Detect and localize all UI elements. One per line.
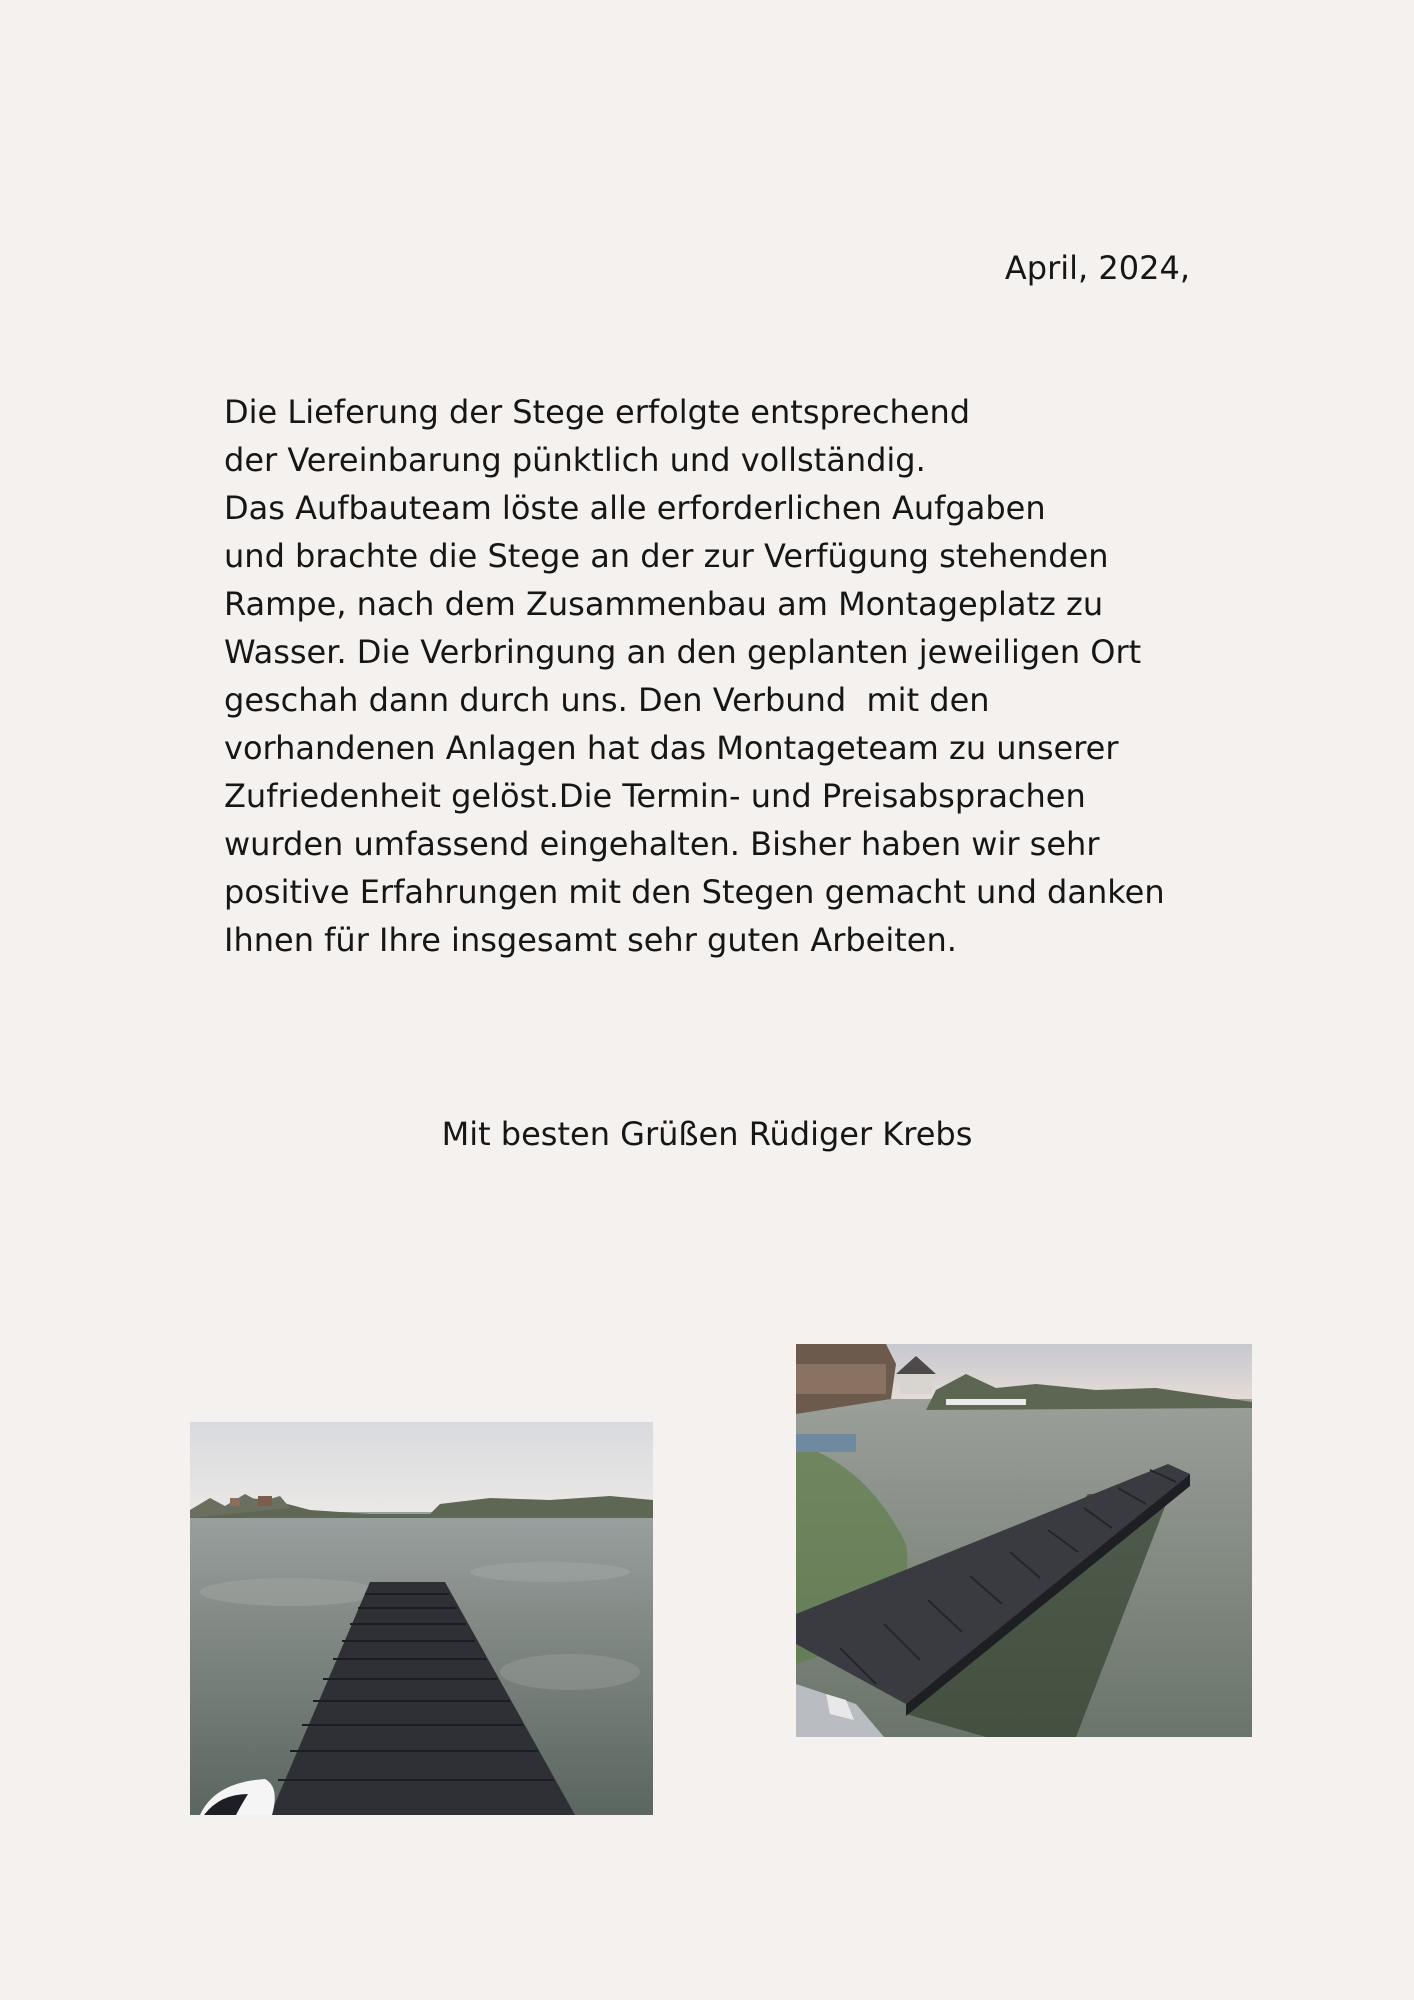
body-line: vorhandenen Anlagen hat das Montageteam zu unserer [224,729,1119,767]
body-line: wurden umfassend eingehalten. Bisher haben wir sehr [224,825,1100,863]
body-line: Zufriedenheit gelöst.Die Termin- und Preisabsprachen [224,777,1086,815]
body-line: und brachte die Stege an der zur Verfügung stehenden [224,537,1109,575]
letter-body [224,388,1244,964]
body-line: positive Erfahrungen mit den Stegen gemacht und danken [224,873,1165,911]
body-line: der Vereinbarung pünktlich und vollständig. [224,441,926,479]
body-line: Das Aufbauteam löste alle erforderlichen Aufgaben [224,489,1046,527]
body-line: geschah dann durch uns. Den Verbund mit den [224,681,990,719]
dock-photo-left [190,1422,653,1815]
letter-closing: Mit besten Grüßen Rüdiger Krebs [441,1115,973,1153]
body-line: Ihnen für Ihre insgesamt sehr guten Arbeiten. [224,921,957,959]
body-line: Die Lieferung der Stege erfolgte entsprechend [224,393,971,431]
body-line: Rampe, nach dem Zusammenbau am Montageplatz zu [224,585,1104,623]
body-line: Wasser. Die Verbringung an den geplanten jeweiligen Ort [224,633,1142,671]
letter-date: April, 2024, [1004,249,1190,287]
dock-photo-right [796,1344,1252,1737]
